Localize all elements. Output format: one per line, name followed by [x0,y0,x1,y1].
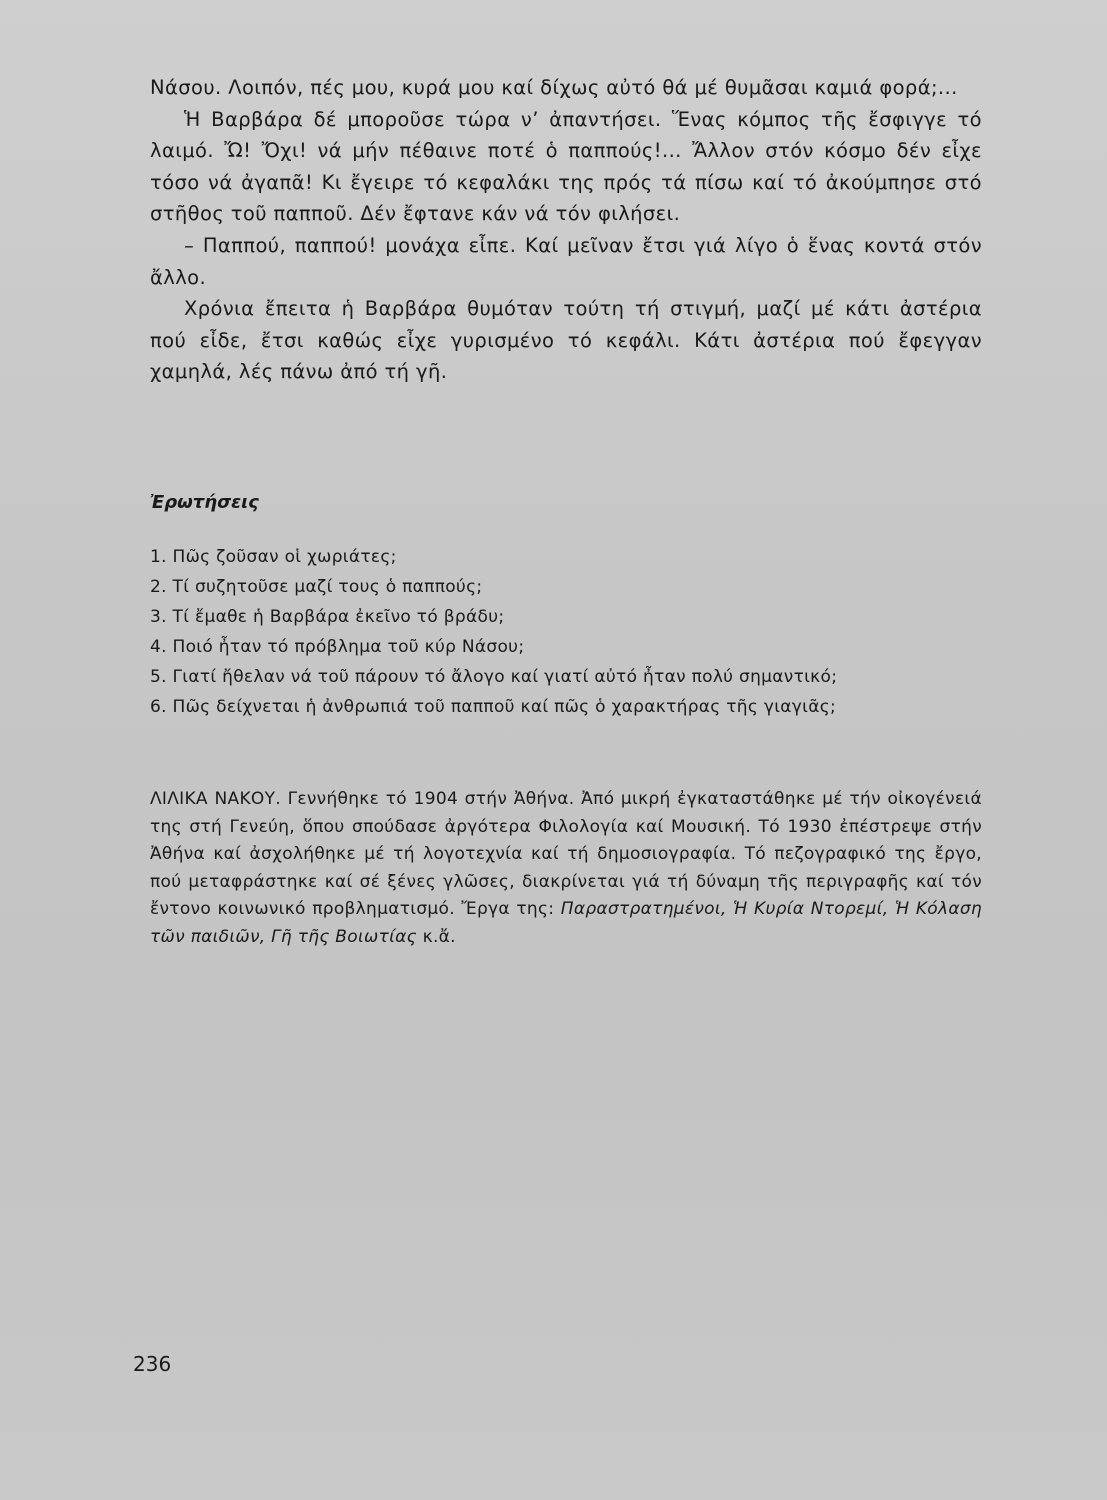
question-item: 3. Τί ἔμαθε ἡ Βαρβάρα ἐκεῖνο τό βράδυ; [150,607,505,627]
author-biography [150,786,982,951]
question-item: 2. Τί συζητοῦσε μαζί τους ὁ παππούς; [150,577,483,597]
story-paragraph: – Παππού, παππού! μονάχα εἶπε. Καί μεῖναν ἔτσι γιά λίγο ὁ ἕνας κοντά στόν ἄλλο. [150,233,982,289]
question-item: 6. Πῶς δείχνεται ἡ ἀνθρωπιά τοῦ παπποῦ καί πῶς ὁ χαρακτήρας τῆς γιαγιᾶς; [150,697,837,717]
story-paragraph: Ἡ Βαρβάρα δέ μποροῦσε τώρα ν’ ἀπαντήσει. Ἕνας κόμπος τῆς ἔσφιγγε τό λαιμό. Ὤ! Ὄχι! νά μήν πέθαινε ποτέ ὁ παππούς!... Ἄλλον στόν κόσμο δέν εἶχε τόσο νά ἀγαπᾶ! Κι ἔγειρε τό κεφαλάκι της πρός τά πίσω καί τό ἀκούμπησε στό στῆθος τοῦ παπποῦ. Δέν ἔφτανε κάν νά τόν φιλήσει. [150,107,982,226]
question-item: 5. Γιατί ἤθελαν νά τοῦ πάρουν τό ἄλογο καί γιατί αὐτό ἦταν πολύ σημαντικό; [150,667,838,687]
questions-list [150,542,982,722]
bio-suffix: κ.ἄ. [416,926,456,947]
question-item: 1. Πῶς ζοῦσαν οἱ χωριάτες; [150,547,397,567]
questions-heading: Ἐρωτήσεις [150,492,259,513]
question-item: 4. Ποιό ἦταν τό πρόβλημα τοῦ κύρ Νάσου; [150,637,525,657]
bio-text: ΛΙΛΙΚΑ ΝΑΚΟΥ. Γεννήθηκε τό 1904 στήν Ἀθήνα. Ἀπό μικρή ἐγκαταστάθηκε μέ τήν οἰκογένειά της στή Γενεύη, ὅπου σπούδασε ἀργότερα Φιλολογία καί Μουσική. Τό 1930 ἐπέστρεψε στήν Ἀθήνα καί ἀσχολήθηκε μέ τή λογοτεχνία καί τή δημοσιογραφία. Τό πεζογραφικό της ἔργο, πού μεταφράστηκε καί σέ ξένες γλῶσες, διακρίνεται γιά τή δύναμη τῆς περιγραφῆς καί τόν ἔντονο κοινωνικό προβληματισμό. Ἔργα της: [150,789,982,919]
bio-works: Παραστρατημένοι, Ἡ Κυρία Ντορεμί, Ἡ Κόλαση τῶν παιδιῶν, Γῆ τῆς Βοιωτίας [150,899,982,947]
page-number: 236 [133,1352,172,1376]
story-text [150,72,982,388]
story-paragraph: Χρόνια ἔπειτα ἡ Βαρβάρα θυμόταν τούτη τή στιγμή, μαζί μέ κάτι ἀστέρια πού εἶδε, ἔτσι καθώς εἶχε γυρισμένο τό κεφάλι. Κάτι ἀστέρια πού ἔφεγγαν χαμηλά, λές πάνω ἀπό τή γῆ. [150,297,982,384]
story-paragraph: Νάσου. Λοιπόν, πές μου, κυρά μου καί δίχως αὐτό θά μέ θυμᾶσαι καμιά φορά;... [150,76,958,99]
